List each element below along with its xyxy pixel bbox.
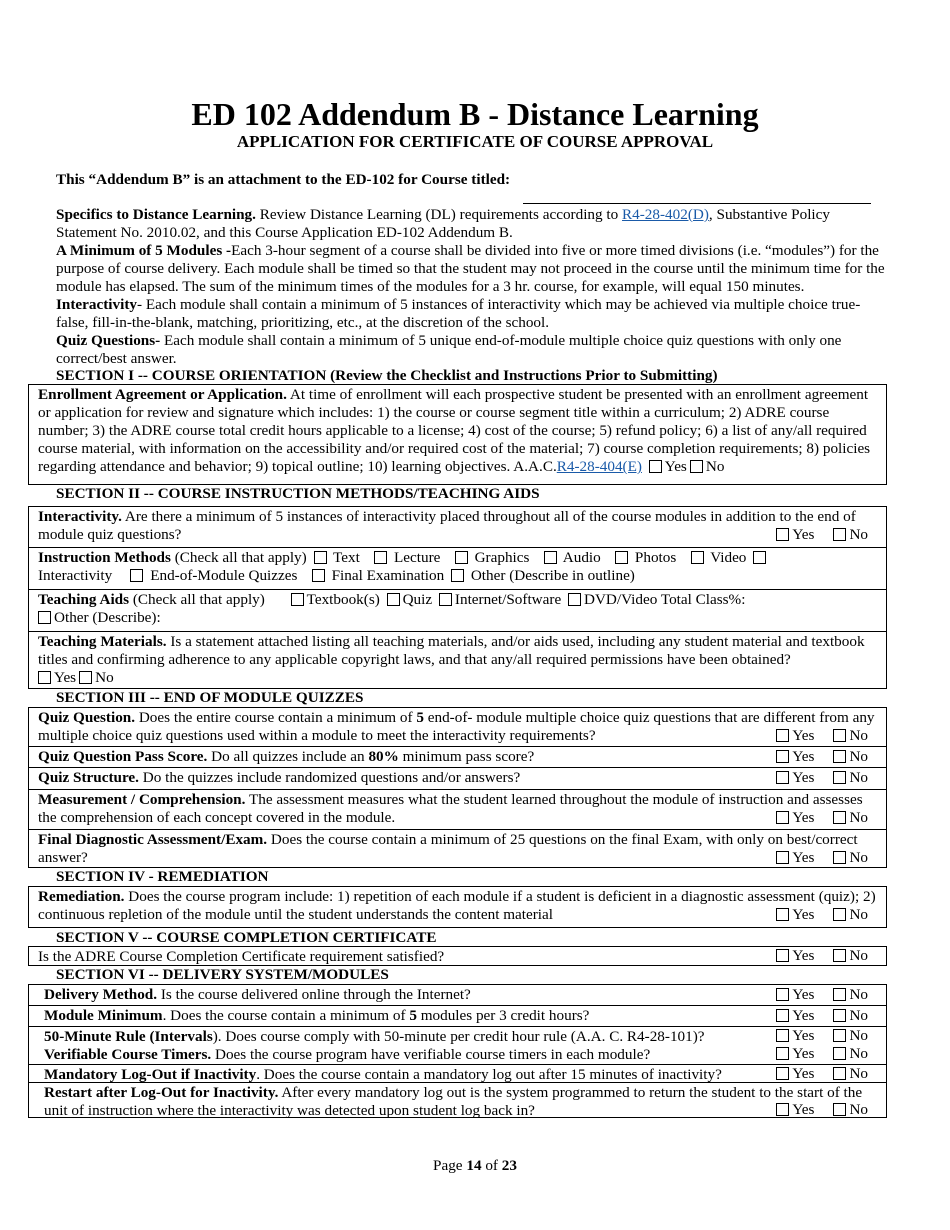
quiz-question-text-2: end-of- module multiple choice quiz questions that are different from any multiple choice quiz questions used within a module to meet the interactivity requirements?	[38, 709, 875, 744]
module-minimum-yes-no	[773, 1007, 868, 1025]
yes-label: Yes	[54, 669, 77, 686]
quiz-question-yes-no	[773, 727, 868, 745]
method-lecture-checkbox[interactable]	[374, 551, 387, 564]
course-timers-text: Does the course program have verifiable course timers in each module?	[211, 1046, 651, 1063]
pass-score-text-2: minimum pass score?	[398, 748, 535, 765]
pass-score-text: Do all quizzes include an	[207, 748, 369, 765]
yes-label: Yes	[792, 1007, 815, 1024]
delivery-method-no-checkbox[interactable]	[833, 988, 846, 1001]
fifty-minute-no-checkbox[interactable]	[833, 1029, 846, 1042]
attachment-line: This “Addendum B” is an attachment to the ED-102 for Course titled:	[56, 171, 511, 188]
interactivity-yes-no	[773, 526, 868, 544]
quiz-structure-text: Do the quizzes include randomized questions and/or answers?	[138, 769, 521, 786]
yes-label: Yes	[792, 727, 815, 744]
section-5-box	[28, 946, 887, 966]
section-3-box	[28, 707, 887, 868]
final-exam-label: Final Diagnostic Assessment/Exam.	[38, 831, 268, 848]
yes-label: Yes	[792, 849, 815, 866]
fifty-minute-row	[29, 1026, 886, 1045]
measurement-yes-no	[773, 809, 868, 827]
method-graphics-label: Graphics	[474, 549, 530, 566]
interactivity-no-checkbox[interactable]	[833, 528, 846, 541]
pass-score-label: Quiz Question Pass Score.	[38, 748, 208, 765]
course-timers-row	[29, 1045, 886, 1064]
aid-dvd-label: DVD/Video Total Class%:	[584, 591, 746, 608]
quiz-structure-yes-no	[773, 769, 868, 787]
certificate-no-checkbox[interactable]	[833, 949, 846, 962]
fifty-minute-label: 50-Minute Rule (Intervals	[44, 1028, 213, 1045]
page-word: Page	[433, 1157, 467, 1174]
final-exam-row	[29, 829, 886, 868]
yes-label: Yes	[792, 769, 815, 786]
method-interactivity-label: Interactivity	[38, 567, 113, 584]
enrollment-no-checkbox[interactable]	[690, 460, 703, 473]
page-title: ED 102 Addendum B - Distance Learning	[191, 96, 759, 132]
restart-logout-label: Restart after Log-Out for Inactivity.	[44, 1084, 279, 1101]
section-4-heading: SECTION IV - REMEDIATION	[56, 868, 269, 885]
teaching-aids-row	[29, 589, 886, 631]
specifics-rule-link[interactable]: R4-28-402(D)	[622, 206, 709, 223]
method-text-label: Text	[333, 549, 360, 566]
no-label: No	[849, 1101, 868, 1118]
yes-label: Yes	[792, 1045, 815, 1062]
materials-no-checkbox[interactable]	[79, 671, 92, 684]
section-6-box	[28, 984, 887, 1118]
no-label: No	[849, 986, 868, 1003]
no-label: No	[849, 526, 868, 543]
teaching-materials-row	[29, 631, 886, 689]
section-5-heading: SECTION V -- COURSE COMPLETION CERTIFICATE	[56, 929, 437, 946]
quiz-question-no-checkbox[interactable]	[833, 729, 846, 742]
method-other-label: Other (Describe in outline)	[470, 567, 635, 584]
final-exam-yes-no	[773, 849, 868, 867]
specifics-text: Review Distance Learning (DL) requirements according to	[259, 206, 619, 223]
interactivity-row	[29, 507, 886, 547]
module-minimum-yes-checkbox[interactable]	[776, 1009, 789, 1022]
method-quizzes-label: End-of-Module Quizzes	[150, 567, 298, 584]
no-label: No	[95, 669, 114, 686]
delivery-method-row	[29, 985, 886, 1005]
pass-score-yes-checkbox[interactable]	[776, 750, 789, 763]
page-subtitle: APPLICATION FOR CERTIFICATE OF COURSE APPROVAL	[236, 132, 714, 151]
measurement-yes-checkbox[interactable]	[776, 811, 789, 824]
course-timers-no-checkbox[interactable]	[833, 1047, 846, 1060]
restart-logout-row	[29, 1082, 886, 1118]
delivery-method-yes-no	[773, 986, 868, 1004]
course-timers-yes-no	[773, 1045, 868, 1063]
module-minimum-text-2: modules per 3 credit hours?	[416, 1007, 590, 1024]
mandatory-logout-row	[29, 1064, 886, 1082]
certificate-text: Is the ADRE Course Completion Certificate requirement satisfied?	[38, 948, 445, 965]
fifty-minute-yes-checkbox[interactable]	[776, 1029, 789, 1042]
enrollment-yes-checkbox[interactable]	[649, 460, 662, 473]
interactivity-label: Interactivity	[56, 296, 137, 313]
certificate-row	[29, 947, 886, 966]
certificate-yes-no	[773, 947, 868, 965]
interactivity-text: - Each module shall contain a minimum of 5 instances of interactivity which may be achieved via multiple choice true-false, fill-in-the-blank, matching, prioritizing, etc., at the discretion of the school.	[56, 296, 861, 331]
enrollment-rule-link[interactable]: R4-28-404(E)	[556, 458, 642, 475]
yes-label: Yes	[792, 906, 815, 923]
restart-logout-no-checkbox[interactable]	[833, 1103, 846, 1116]
restart-logout-text: After every mandatory log out is the system programmed to return the student to the start of the unit of instruction where the interactivity was detected upon student log back in?	[44, 1084, 863, 1119]
no-label: No	[849, 947, 868, 964]
aid-internet-checkbox[interactable]	[439, 593, 452, 606]
method-audio-label: Audio	[562, 549, 601, 566]
aid-dvd-checkbox[interactable]	[568, 593, 581, 606]
quiz-question-number: 5	[416, 709, 424, 726]
remediation-no-checkbox[interactable]	[833, 908, 846, 921]
section-1-heading: SECTION I -- COURSE ORIENTATION (Review the Checklist and Instructions Prior to Submitting)	[56, 367, 718, 384]
yes-label: Yes	[792, 1065, 815, 1082]
teaching-aids-note: (Check all that apply)	[129, 591, 265, 608]
measurement-row	[29, 789, 886, 829]
of-word: of	[481, 1157, 502, 1174]
restart-logout-yes-checkbox[interactable]	[776, 1103, 789, 1116]
pass-score-no-checkbox[interactable]	[833, 750, 846, 763]
no-label: No	[849, 849, 868, 866]
pass-score-row	[29, 746, 886, 767]
quiz-questions-label: Quiz Questions-	[56, 332, 161, 349]
yes-label: Yes	[792, 748, 815, 765]
no-label: No	[849, 906, 868, 923]
aid-quiz-label: Quiz	[402, 591, 433, 608]
yes-label: Yes	[792, 986, 815, 1003]
page-num: 14	[466, 1157, 482, 1174]
measurement-text: The assessment measures what the student learned throughout the module of instruction and assesses the comprehension of each concept covered in the module.	[38, 791, 863, 826]
aid-internet-label: Internet/Software	[454, 591, 562, 608]
interactivity-q-label: Interactivity.	[38, 508, 122, 525]
minimum-modules-text: Each 3-hour segment of a course shall be divided into five or more timed divisions (i.e. “modules”) for the purpose of course delivery. Each module shall be timed so that the student may not proceed in the course until the minimum time for the module has elapsed. The sum of the minimum times of the modules for a 3 hr. course, for example, will equal 150 minutes.	[56, 242, 885, 295]
delivery-method-label: Delivery Method.	[44, 986, 158, 1003]
aid-other-label: Other (Describe):	[54, 609, 161, 626]
remediation-text: Does the course program include: 1) repetition of each module if a student is deficient in a diagnostic assessment (quiz); 2) continuous repletion of the module until the student understands the content material	[38, 888, 876, 923]
teaching-materials-text: Is a statement attached listing all teaching materials, and/or aids used, including any student material and textbook titles and confirming adherence to any applicable copyright laws, and that any/all required permissions have been obtained?	[38, 633, 865, 668]
no-label: No	[849, 769, 868, 786]
mandatory-logout-no-checkbox[interactable]	[833, 1067, 846, 1080]
teaching-aids-label: Teaching Aids	[38, 591, 130, 608]
remediation-yes-checkbox[interactable]	[776, 908, 789, 921]
no-label: No	[849, 809, 868, 826]
section-3-heading: SECTION III -- END OF MODULE QUIZZES	[56, 689, 364, 706]
no-label: No	[849, 1027, 868, 1044]
fifty-minute-text: ). Does course comply with 50-minute per credit hour rule (A.A. C. R4-28-101)?	[212, 1028, 705, 1045]
no-label: No	[849, 748, 868, 765]
quiz-question-label: Quiz Question.	[38, 709, 136, 726]
yes-label: Yes	[664, 458, 687, 475]
module-minimum-text: . Does the course contain a minimum of	[162, 1007, 410, 1024]
quiz-structure-yes-checkbox[interactable]	[776, 771, 789, 784]
no-label: No	[849, 1065, 868, 1082]
method-other-checkbox[interactable]	[451, 569, 464, 582]
teaching-materials-label: Teaching Materials.	[38, 633, 167, 650]
remediation-yes-no	[773, 906, 868, 924]
quiz-structure-no-checkbox[interactable]	[833, 771, 846, 784]
module-minimum-number: 5	[409, 1007, 417, 1024]
quiz-structure-row	[29, 767, 886, 789]
yes-label: Yes	[792, 809, 815, 826]
fifty-minute-yes-no	[773, 1027, 868, 1045]
mandatory-logout-yes-no	[773, 1065, 868, 1083]
aid-other-checkbox[interactable]	[38, 611, 51, 624]
method-graphics-checkbox[interactable]	[455, 551, 468, 564]
page-total: 23	[501, 1157, 517, 1174]
method-audio-checkbox[interactable]	[544, 551, 557, 564]
section-2-box	[28, 506, 887, 689]
interactivity-q-text: Are there a minimum of 5 instances of interactivity placed throughout all of the course modules in addition to the end of module quiz questions?	[38, 508, 856, 543]
no-label: No	[849, 1007, 868, 1024]
final-exam-no-checkbox[interactable]	[833, 851, 846, 864]
measurement-no-checkbox[interactable]	[833, 811, 846, 824]
yes-label: Yes	[792, 526, 815, 543]
instruction-methods-row	[29, 547, 886, 589]
section-6-heading: SECTION VI -- DELIVERY SYSTEM/MODULES	[56, 966, 389, 983]
measurement-label: Measurement / Comprehension.	[38, 791, 246, 808]
yes-label: Yes	[792, 1101, 815, 1118]
pass-score-percent: 80%	[368, 748, 399, 765]
remediation-label: Remediation.	[38, 888, 125, 905]
method-final-exam-checkbox[interactable]	[312, 569, 325, 582]
quiz-questions-text: Each module shall contain a minimum of 5 unique end-of-module multiple choice quiz questions with only one correct/best answer.	[56, 332, 842, 367]
no-label: No	[849, 727, 868, 744]
quiz-structure-label: Quiz Structure.	[38, 769, 139, 786]
course-timers-yes-checkbox[interactable]	[776, 1047, 789, 1060]
specifics-text-2: , Substantive Policy Statement No. 2010.02, and this Course Application ED-102 Addendum B.	[56, 206, 830, 241]
course-title-blank[interactable]	[523, 203, 871, 204]
certificate-yes-checkbox[interactable]	[776, 949, 789, 962]
section-1-box	[28, 384, 887, 485]
mandatory-logout-yes-checkbox[interactable]	[776, 1067, 789, 1080]
method-video-checkbox[interactable]	[691, 551, 704, 564]
final-exam-yes-checkbox[interactable]	[776, 851, 789, 864]
instruction-methods-label: Instruction Methods	[38, 549, 171, 566]
pass-score-yes-no	[773, 748, 868, 766]
aid-textbook-label: Textbook(s)	[306, 591, 380, 608]
mandatory-logout-text: . Does the course contain a mandatory log out after 15 minutes of inactivity?	[256, 1066, 722, 1083]
course-timers-label: Verifiable Course Timers.	[44, 1046, 212, 1063]
yes-label: Yes	[792, 1027, 815, 1044]
section-4-box	[28, 886, 887, 928]
method-text-checkbox[interactable]	[314, 551, 327, 564]
delivery-method-text: Is the course delivered online through the Internet?	[157, 986, 471, 1003]
method-interactivity-checkbox[interactable]	[753, 551, 766, 564]
aid-textbook-checkbox[interactable]	[291, 593, 304, 606]
method-final-exam-label: Final Examination	[331, 567, 445, 584]
module-minimum-label: Module Minimum	[44, 1007, 163, 1024]
specifics-label: Specifics to Distance Learning.	[56, 206, 256, 223]
aid-quiz-checkbox[interactable]	[387, 593, 400, 606]
method-quizzes-checkbox[interactable]	[130, 569, 143, 582]
quiz-question-row	[29, 708, 886, 746]
method-lecture-label: Lecture	[394, 549, 441, 566]
section-2-heading: SECTION II -- COURSE INSTRUCTION METHODS/TEACHING AIDS	[56, 485, 540, 502]
method-photos-checkbox[interactable]	[615, 551, 628, 564]
instruction-methods-note: (Check all that apply)	[170, 549, 307, 566]
enrollment-agreement-row	[29, 385, 886, 485]
no-label: No	[849, 1045, 868, 1062]
remediation-row	[29, 887, 886, 928]
enrollment-label: Enrollment Agreement or Application.	[38, 386, 287, 403]
yes-label: Yes	[792, 947, 815, 964]
method-photos-label: Photos	[634, 549, 677, 566]
quiz-question-yes-checkbox[interactable]	[776, 729, 789, 742]
delivery-method-yes-checkbox[interactable]	[776, 988, 789, 1001]
page-number	[0, 1157, 950, 1175]
materials-yes-checkbox[interactable]	[38, 671, 51, 684]
minimum-modules-label: A Minimum of 5 Modules -	[56, 242, 232, 259]
no-label: No	[705, 458, 725, 475]
module-minimum-no-checkbox[interactable]	[833, 1009, 846, 1022]
enrollment-text: At time of enrollment will each prospective student be presented with an enrollment agreement or application for review and signature which includes: 1) the course or course segment title within a curriculum; 2) ADRE course number; 3) the ADRE course total credit hours applicable to a license; 4) cost of the course; 5) refund policy; 6) a list of any/all required course material, with information on the accessibility and/or required cost of the material; 7) course completion requirements; 8) policies regarding attendance and behavior; 9) topical outline; 10) learning objectives. A.A.C.	[38, 386, 871, 475]
mandatory-logout-label: Mandatory Log-Out if Inactivity	[44, 1066, 257, 1083]
restart-logout-yes-no	[773, 1101, 868, 1119]
method-video-label: Video	[710, 549, 747, 566]
interactivity-yes-checkbox[interactable]	[776, 528, 789, 541]
quiz-question-text: Does the entire course contain a minimum of	[135, 709, 417, 726]
final-exam-text: Does the course contain a minimum of 25 questions on the final Exam, with only on best/correct answer?	[38, 831, 858, 866]
module-minimum-row	[29, 1005, 886, 1026]
intro-block	[56, 206, 892, 368]
